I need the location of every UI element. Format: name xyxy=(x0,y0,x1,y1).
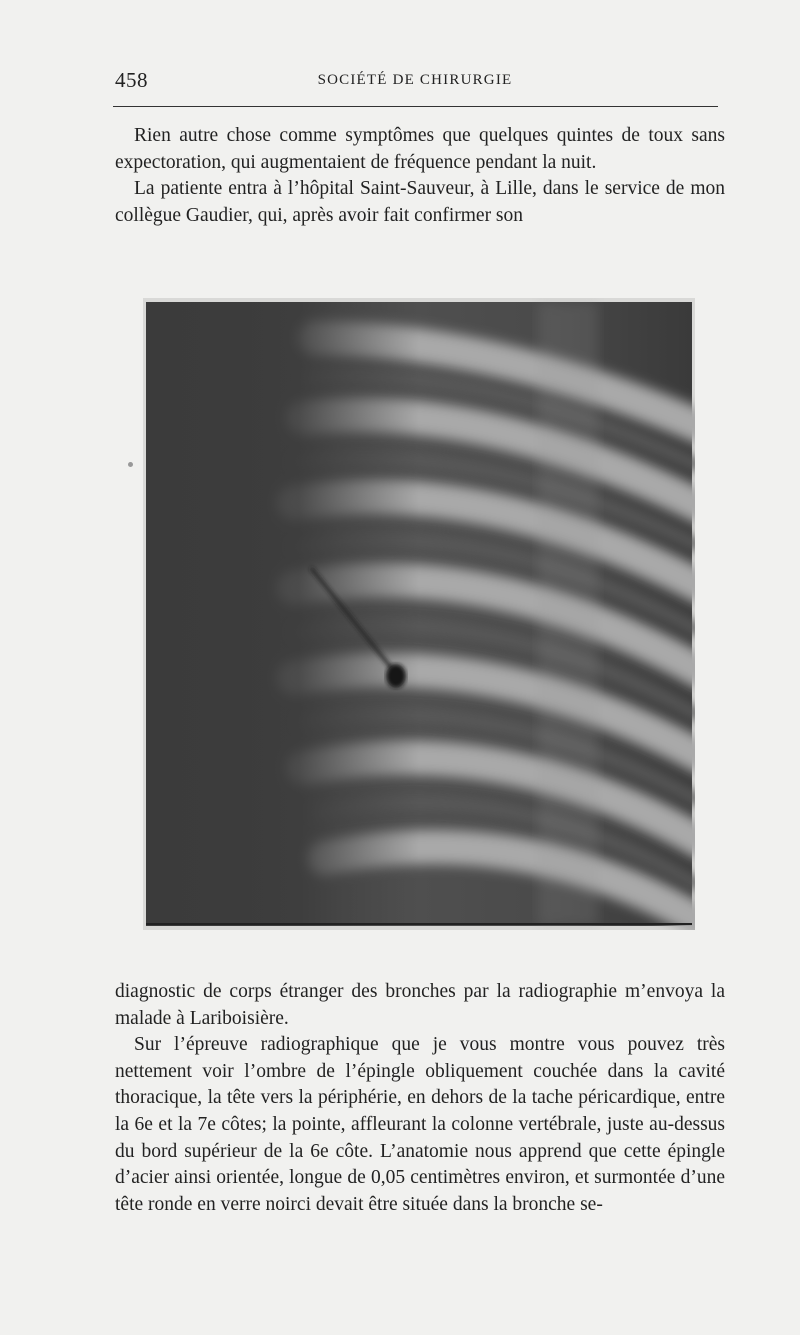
text-block-top xyxy=(115,123,725,229)
text-block-bottom xyxy=(115,979,725,1218)
header-rule xyxy=(113,106,718,107)
radiograph-image xyxy=(143,298,695,930)
radiograph-figure xyxy=(143,298,695,930)
paragraph: Rien autre chose comme symptômes que quelques quintes de toux sans expectoration, qui augmentaient de fréquence pendant la nuit. xyxy=(115,125,725,173)
page-number: 458 xyxy=(115,68,148,92)
running-head: SOCIÉTÉ DE CHIRURGIE xyxy=(317,72,513,88)
paragraph: diagnostic de corps étranger des bronches par la radiographie m’envoya la malade à Lariboisière. xyxy=(115,981,725,1029)
paragraph: Sur l’épreuve radiographique que je vous montre vous pouvez très nettement voir l’ombre de l’épingle obliquement couchée dans la cavité thoracique, la tête vers la périphérie, en dehors de la tache péricardique, entre la 6e et la 7e côtes; la pointe, affleurant la colonne vertébrale, juste au-dessus du bord supérieur de la 6e côte. L’anatomie nous apprend que cette épingle d’acier ainsi orientée, longue de 0,05 centimètres environ, et surmontée d’une tête ronde en verre noirci devait être située dans la bronche se- xyxy=(115,1034,725,1215)
paragraph: La patiente entra à l’hôpital Saint-Sauveur, à Lille, dans le service de mon collègue Gaudier, qui, après avoir fait confirmer son xyxy=(115,178,725,226)
dot-mark xyxy=(128,462,133,467)
